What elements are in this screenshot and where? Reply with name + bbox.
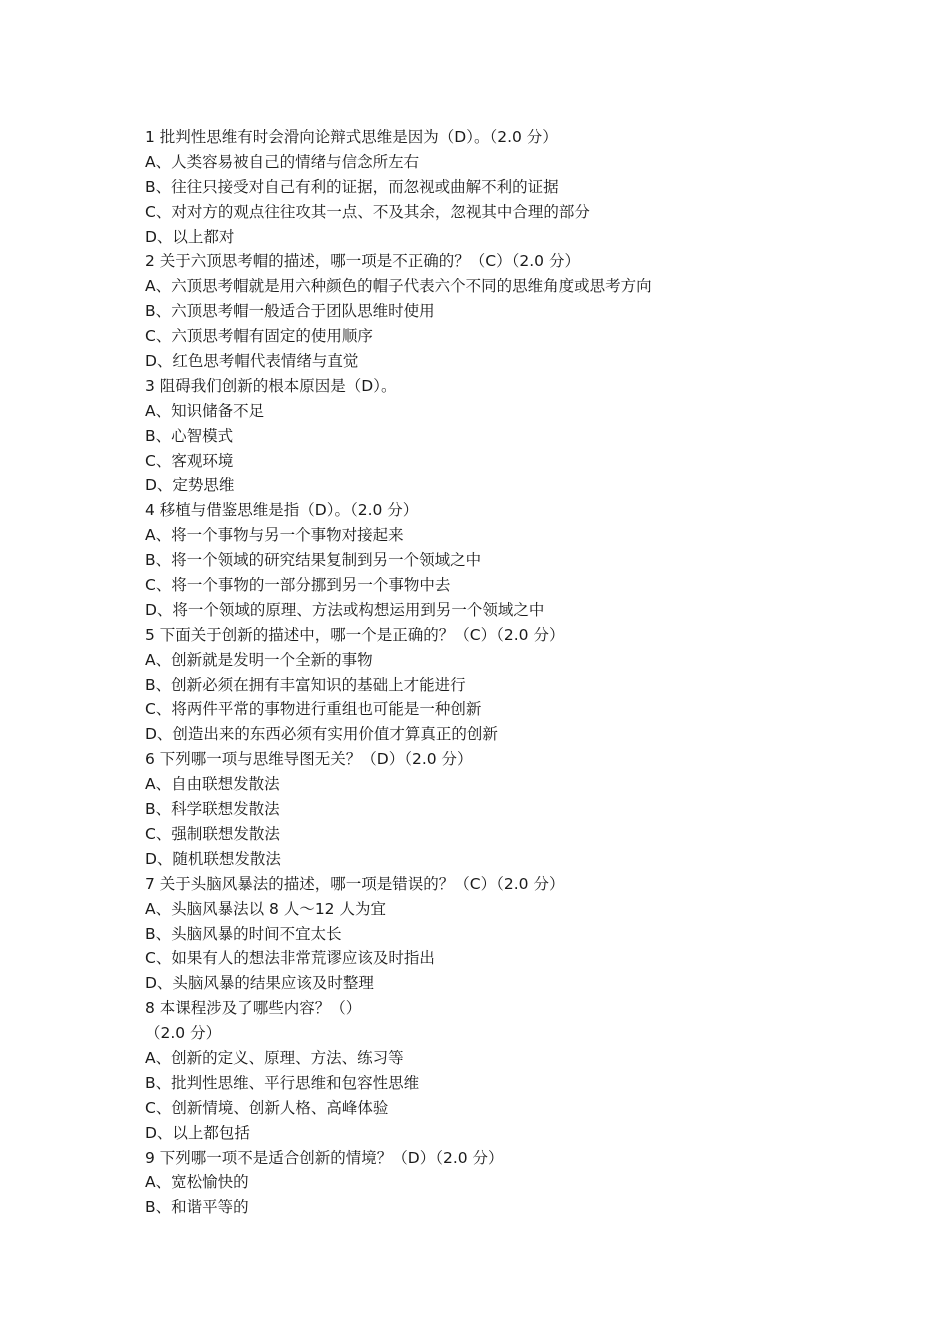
option-b: B、和谐平等的: [145, 1198, 249, 1217]
option-a: A、知识储备不足: [145, 401, 265, 420]
option-c: C、创新情境、创新人格、高峰体验: [145, 1098, 389, 1117]
question-stem: 4 移植与借鉴思维是指（D）。（2.0 分）: [145, 501, 419, 520]
option-a: A、头脑风暴法以 8 人～12 人为宜: [145, 899, 386, 918]
option-b: B、心智模式: [145, 426, 234, 445]
option-a: A、创新就是发明一个全新的事物: [145, 650, 373, 669]
option-c: C、将两件平常的事物进行重组也可能是一种创新: [145, 700, 482, 719]
option-c: C、六顶思考帽有固定的使用顺序: [145, 327, 373, 346]
option-a: A、人类容易被自己的情绪与信念所左右: [145, 152, 420, 171]
option-d: D、头脑风暴的结果应该及时整理: [145, 974, 374, 993]
question-stem: 6 下列哪一项与思维导图无关？（D）（2.0 分）: [145, 750, 473, 769]
option-d: D、以上都包括: [145, 1123, 250, 1142]
question-6: [145, 747, 845, 871]
option-d: D、将一个领域的原理、方法或构想运用到另一个领域之中: [145, 600, 545, 619]
option-b: B、科学联想发散法: [145, 800, 280, 819]
question-1: [145, 125, 845, 249]
option-d: D、定势思维: [145, 476, 235, 495]
option-a: A、将一个事物与另一个事物对接起来: [145, 526, 404, 545]
question-stem: 3 阻碍我们创新的根本原因是（D）。: [145, 376, 397, 395]
option-d: D、创造出来的东西必须有实用价值才算真正的创新: [145, 725, 498, 744]
option-b: B、创新必须在拥有丰富知识的基础上才能进行: [145, 675, 466, 694]
question-stem: 8 本课程涉及了哪些内容？（）: [145, 999, 362, 1018]
option-a: A、自由联想发散法: [145, 775, 280, 794]
question-9: [145, 1146, 845, 1221]
option-c: C、强制联想发散法: [145, 824, 280, 843]
option-b: B、往往只接受对自己有利的证据，而忽视或曲解不利的证据: [145, 177, 559, 196]
question-stem: 9 下列哪一项不是适合创新的情境？（D）（2.0 分）: [145, 1148, 504, 1167]
option-a: A、六顶思考帽就是用六种颜色的帽子代表六个不同的思维角度或思考方向: [145, 277, 652, 296]
question-list: [145, 125, 845, 1220]
question-stem: 5 下面关于创新的描述中，哪一个是正确的？（C）（2.0 分）: [145, 625, 565, 644]
option-c: C、对对方的观点往往攻其一点、不及其余，忽视其中合理的部分: [145, 202, 590, 221]
option-b: B、六顶思考帽一般适合于团队思维时使用: [145, 302, 435, 321]
option-b: B、头脑风暴的时间不宜太长: [145, 924, 342, 943]
question-2: [145, 249, 845, 373]
option-b: B、将一个领域的研究结果复制到另一个领域之中: [145, 551, 482, 570]
option-c: C、如果有人的想法非常荒谬应该及时指出: [145, 949, 435, 968]
question-8: [145, 996, 845, 1145]
option-d: D、随机联想发散法: [145, 849, 281, 868]
option-d: D、以上都对: [145, 227, 235, 246]
question-score: （2.0 分）: [145, 1024, 222, 1043]
question-3: [145, 374, 845, 498]
question-stem: 7 关于头脑风暴法的描述，哪一项是错误的？（C）（2.0 分）: [145, 874, 565, 893]
option-c: C、将一个事物的一部分挪到另一个事物中去: [145, 576, 451, 595]
question-4: [145, 498, 845, 622]
option-c: C、客观环境: [145, 451, 234, 470]
option-b: B、批判性思维、平行思维和包容性思维: [145, 1073, 420, 1092]
option-a: A、宽松愉快的: [145, 1173, 249, 1192]
question-stem: 1 批判性思维有时会滑向论辩式思维是因为（D）。（2.0 分）: [145, 128, 558, 146]
option-d: D、红色思考帽代表情绪与直觉: [145, 352, 359, 371]
question-5: [145, 623, 845, 747]
question-7: [145, 872, 845, 996]
option-a: A、创新的定义、原理、方法、练习等: [145, 1048, 404, 1067]
question-stem: 2 关于六顶思考帽的描述，哪一项是不正确的？（C）（2.0 分）: [145, 252, 580, 271]
